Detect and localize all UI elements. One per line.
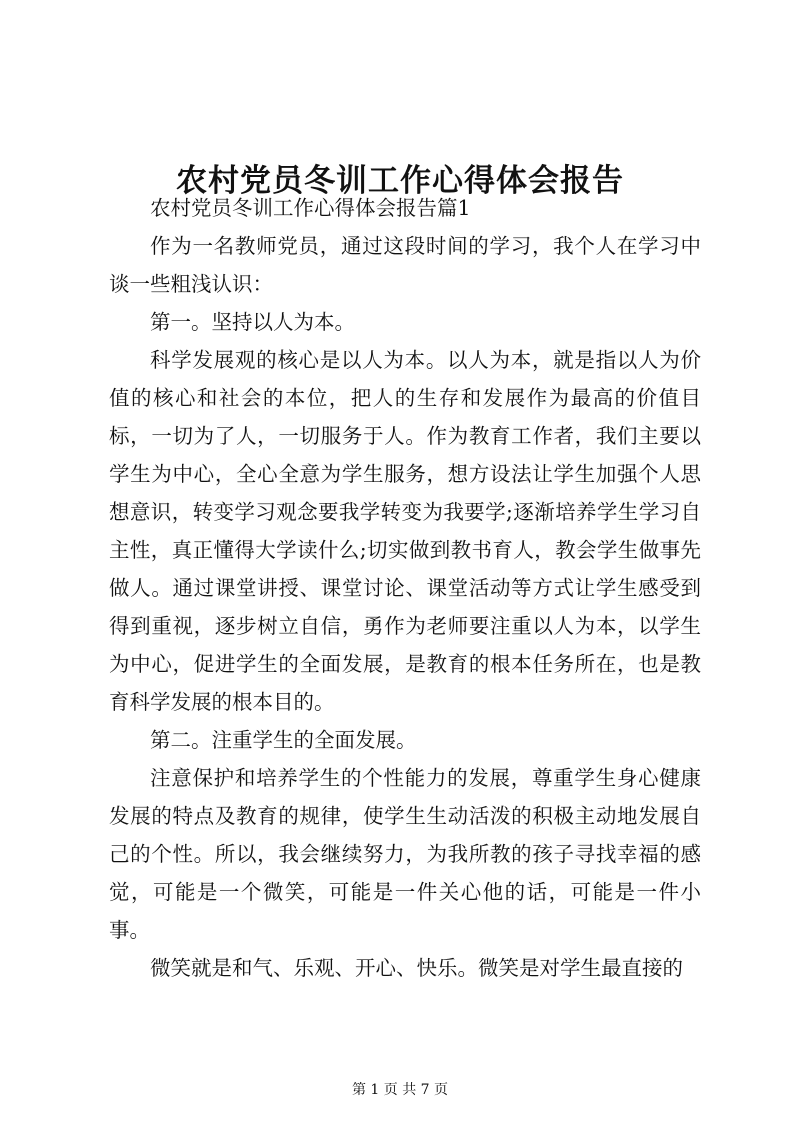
- paragraph: 第一。坚持以人为本。: [150, 310, 355, 334]
- document-body: [109, 189, 701, 987]
- page-footer: 第 1 页 共 7 页: [351, 1082, 449, 1098]
- paragraph: 微笑就是和气、乐观、开心、快乐。微笑是对学生最直接的: [150, 956, 683, 980]
- paragraph: 农村党员冬训工作心得体会报告篇1: [150, 196, 471, 220]
- paragraph: 作为一名教师党员，通过这段时间的学习，我个人在学习中谈一些粗浅认识：: [109, 234, 701, 296]
- paragraph: 第二。注重学生的全面发展。: [150, 728, 417, 752]
- document-title: 农村党员冬训工作心得体会报告: [176, 162, 624, 199]
- paragraph: 注意保护和培养学生的个性能力的发展，尊重学生身心健康发展的特点及教育的规律，使学生生动活泼的积极主动地发展自己的个性。所以，我会继续努力，为我所教的孩子寻找幸福的感觉，可能是一个微笑，可能是一件关心他的话，可能是一件小事。: [109, 766, 701, 942]
- paragraph: 科学发展观的核心是以人为本。以人为本，就是指以人为价值的核心和社会的本位，把人的生存和发展作为最高的价值目标，一切为了人，一切服务于人。作为教育工作者，我们主要以学生为中心，全心全意为学生服务，想方设法让学生加强个人思想意识，转变学习观念要我学转变为我要学;逐渐培养学生学习自主性，真正懂得大学读什么;切实做到教书育人，教会学生做事先做人。通过课堂讲授、课堂讨论、课堂活动等方式让学生感受到得到重视，逐步树立自信，勇作为老师要注重以人为本，以学生为中心，促进学生的全面发展，是教育的根本任务所在，也是教育科学发展的根本目的。: [109, 348, 701, 714]
